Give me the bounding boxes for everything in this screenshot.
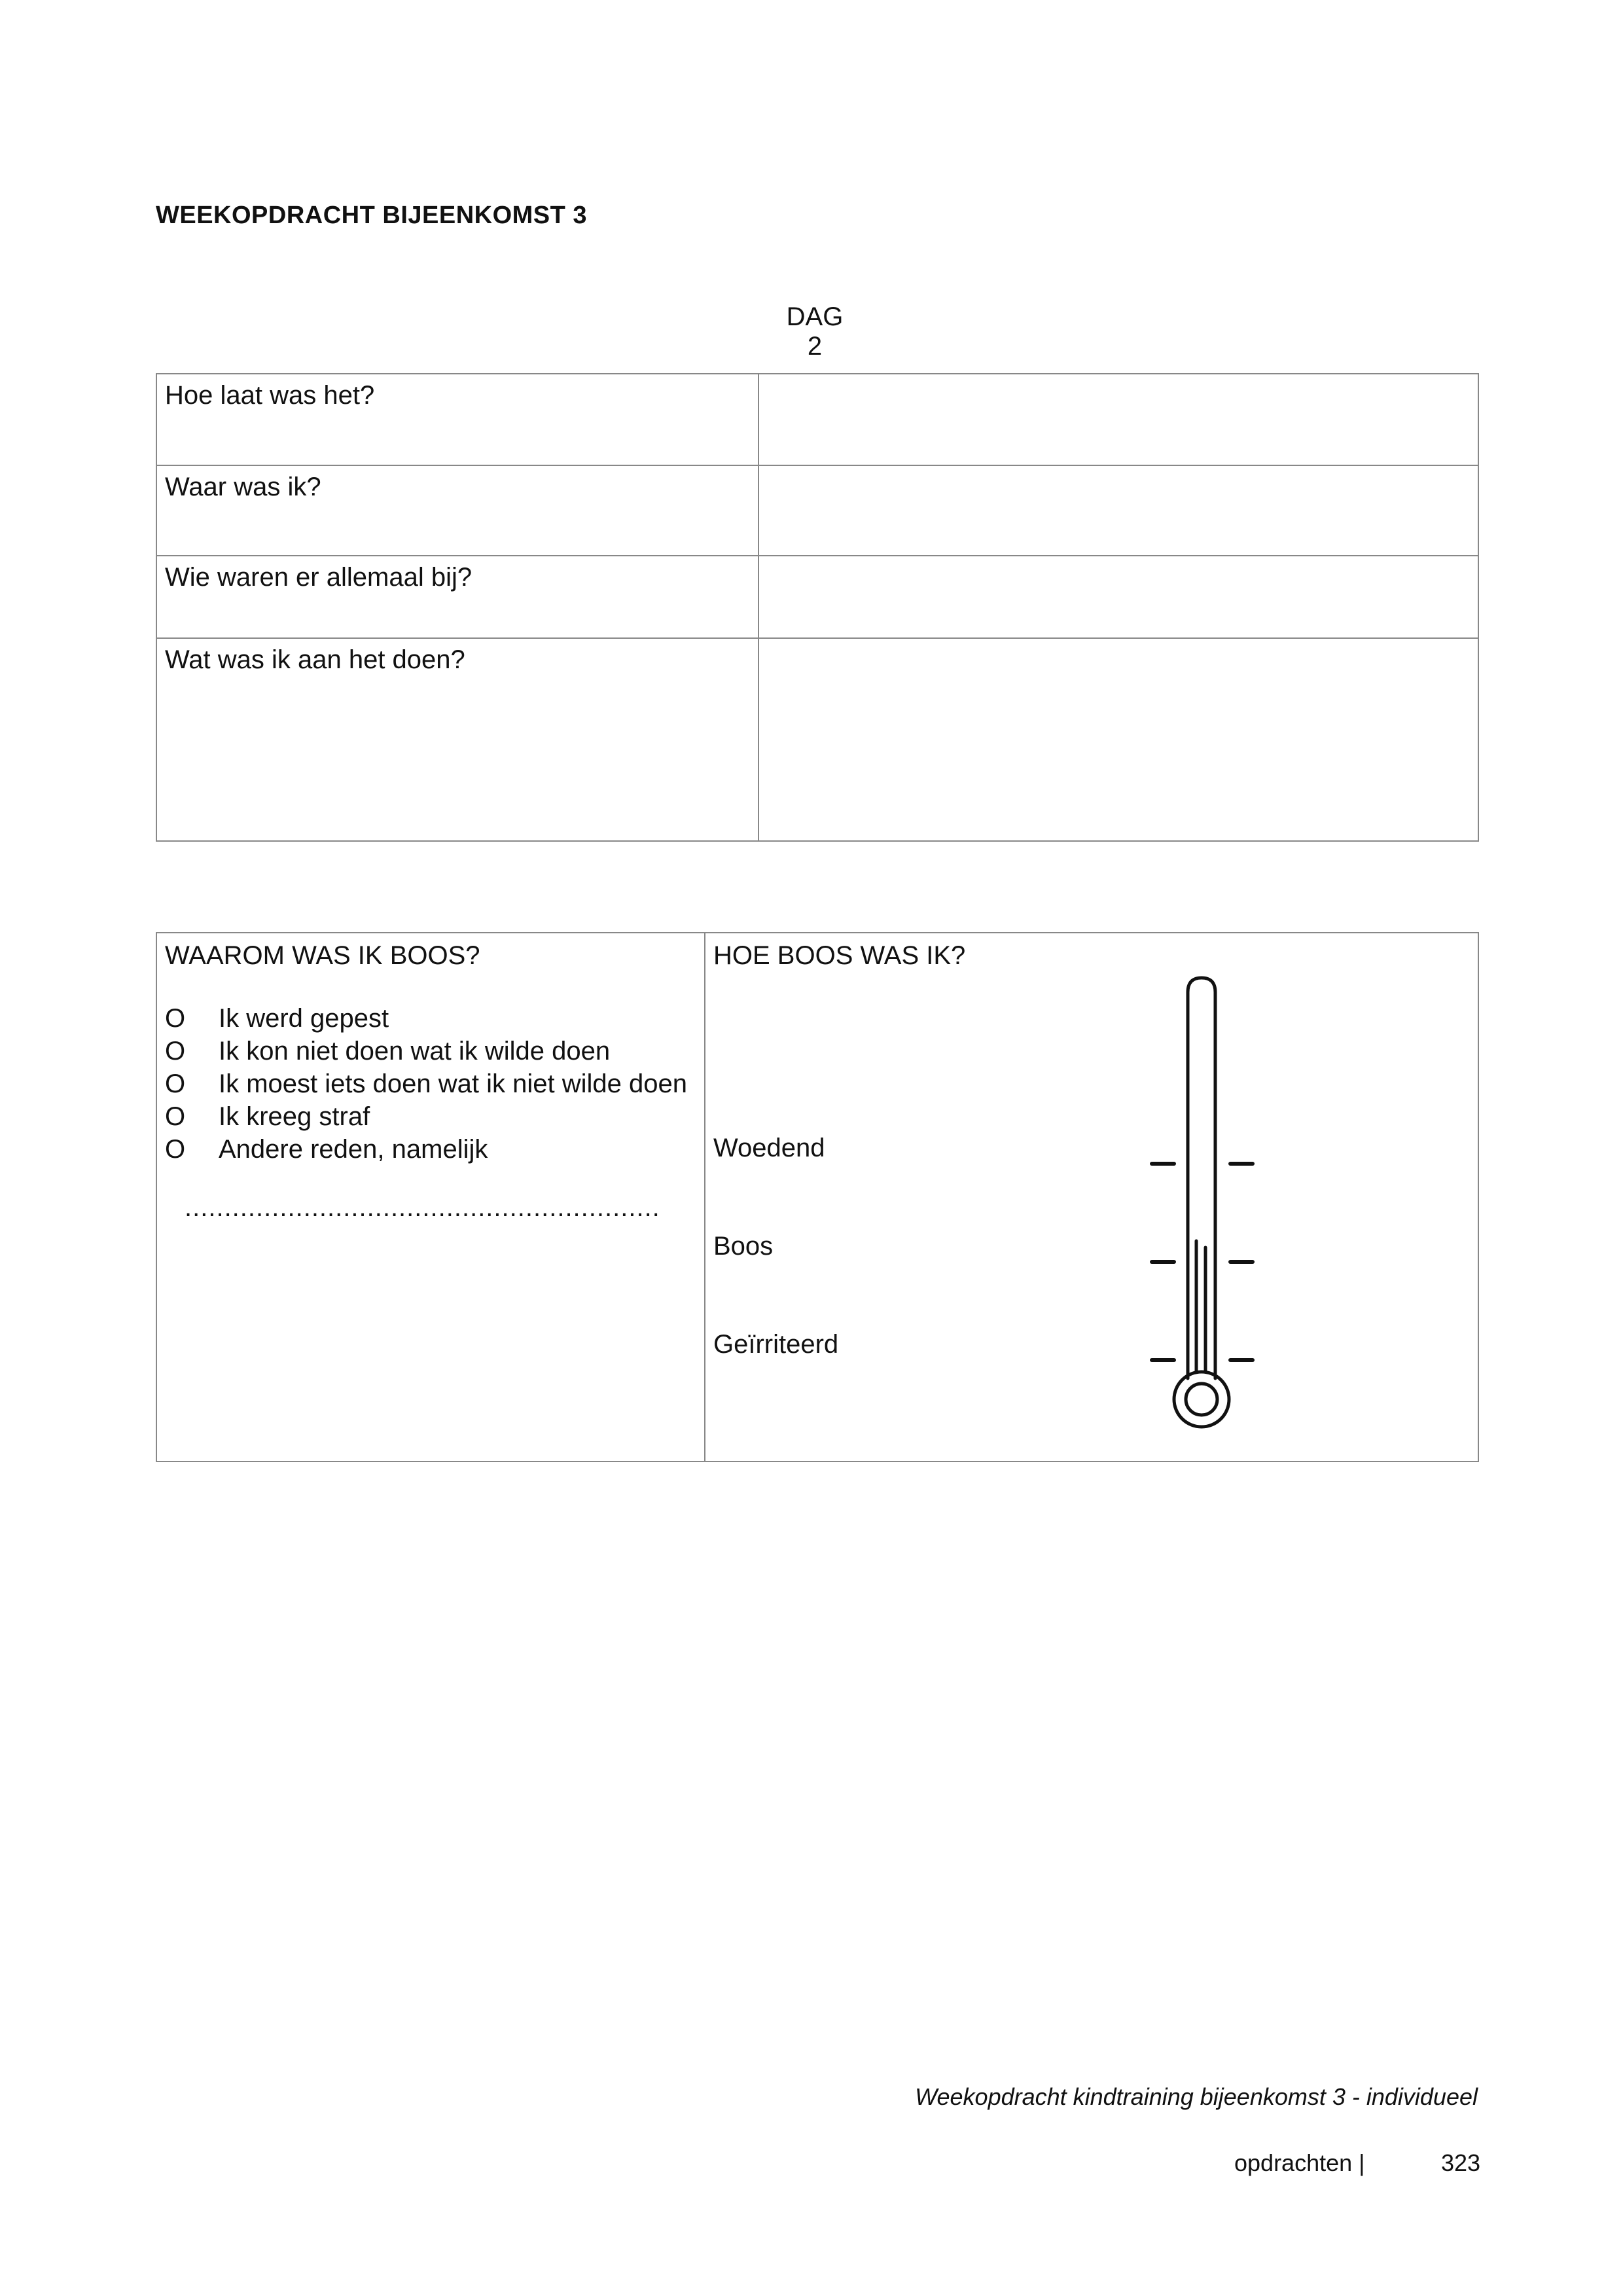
answer-field[interactable] xyxy=(758,465,1478,556)
answer-field[interactable] xyxy=(758,638,1478,841)
question-label: Waar was ik? xyxy=(156,465,758,556)
page-heading: WEEKOPDRACHT BIJEENKOMST 3 xyxy=(156,202,588,229)
reason-label: Ik moest iets doen wat ik niet wilde doen xyxy=(219,1069,687,1098)
anger-title: HOE BOOS WAS IK? xyxy=(713,941,966,970)
question-label: Wat was ik aan het doen? xyxy=(156,638,758,841)
reason-label: Ik kon niet doen wat ik wilde doen xyxy=(219,1037,611,1066)
thermometer-icon xyxy=(1105,960,1301,1431)
reason-label: Andere reden, namelijk xyxy=(219,1135,488,1164)
page-number: 323 xyxy=(1441,2149,1481,2176)
level-woedend: Woedend xyxy=(713,1134,825,1162)
table-row xyxy=(156,638,1478,841)
footer-note: Weekopdracht kindtraining bijeenkomst 3 - individueel xyxy=(915,2083,1478,2110)
checkbox-circle-icon[interactable]: O xyxy=(165,1004,186,1033)
answer-field[interactable] xyxy=(758,556,1478,638)
column-divider xyxy=(704,933,705,1461)
reason-label: Ik werd gepest xyxy=(219,1004,389,1033)
reason-option[interactable] xyxy=(165,1035,695,1067)
day-label: DAG 2 xyxy=(786,302,844,361)
answer-field[interactable] xyxy=(758,374,1478,465)
questions-table xyxy=(156,373,1479,842)
reason-option[interactable] xyxy=(165,1133,695,1166)
reasons-column xyxy=(165,941,695,1223)
other-reason-line[interactable]: ............................................................ xyxy=(185,1193,660,1222)
reasons-title: WAAROM WAS IK BOOS? xyxy=(165,941,480,970)
table-row xyxy=(156,465,1478,556)
checkbox-circle-icon[interactable]: O xyxy=(165,1102,186,1131)
level-geirriteerd: Geïrriteerd xyxy=(713,1330,839,1359)
table-row xyxy=(156,374,1478,465)
reason-option[interactable] xyxy=(165,1100,695,1133)
table-row xyxy=(156,556,1478,638)
reason-option[interactable] xyxy=(165,1067,695,1100)
anger-table xyxy=(156,932,1479,1462)
question-label: Hoe laat was het? xyxy=(156,374,758,465)
level-boos: Boos xyxy=(713,1232,774,1261)
footer-section: opdrachten | xyxy=(1234,2149,1365,2176)
checkbox-circle-icon[interactable]: O xyxy=(165,1135,186,1164)
reason-label: Ik kreeg straf xyxy=(219,1102,370,1131)
reason-option[interactable] xyxy=(165,1002,695,1035)
checkbox-circle-icon[interactable]: O xyxy=(165,1037,186,1066)
question-label: Wie waren er allemaal bij? xyxy=(156,556,758,638)
checkbox-circle-icon[interactable]: O xyxy=(165,1069,186,1098)
